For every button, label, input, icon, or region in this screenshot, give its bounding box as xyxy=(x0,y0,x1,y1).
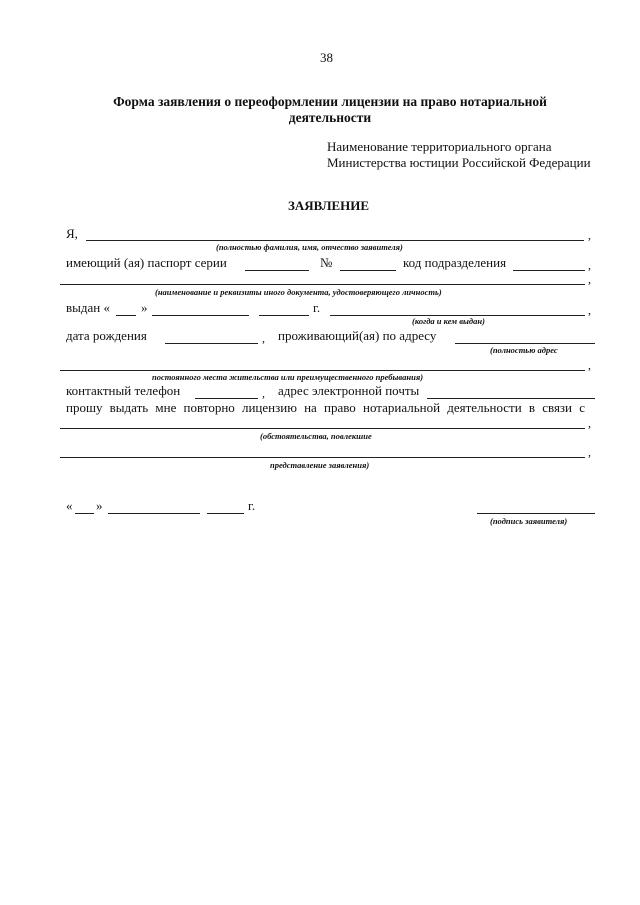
residing-address-line[interactable] xyxy=(455,343,595,344)
comma: , xyxy=(588,258,591,272)
signature-caption: (подпись заявителя) xyxy=(490,516,568,526)
address-caption-1: (полностью адрес xyxy=(490,345,558,355)
request-text: прошу выдать мне повторно лицензию на право нотариальной деятельности в связи с xyxy=(66,400,585,415)
fio-caption: (полностью фамилия, имя, отчество заявителя) xyxy=(216,242,403,252)
form-title-line1: Форма заявления о переоформлении лицензии на право нотариальной xyxy=(113,94,547,109)
comma: , xyxy=(588,272,591,286)
issued-year-line[interactable] xyxy=(259,315,309,316)
fio-field-line[interactable] xyxy=(86,240,584,241)
comma: , xyxy=(262,386,265,400)
quote-close: » xyxy=(141,300,148,315)
division-code-label: код подразделения xyxy=(403,255,507,270)
circumstances-line-1[interactable] xyxy=(60,428,585,429)
date-month-line[interactable] xyxy=(108,513,200,514)
form-title-line2: деятельности xyxy=(288,110,372,125)
email-label: адрес электронной почты xyxy=(278,383,420,398)
phone-line[interactable] xyxy=(195,398,258,399)
birth-date-line[interactable] xyxy=(165,343,258,344)
circumstances-caption-2: представление заявления) xyxy=(270,460,370,470)
date-year-suffix: г. xyxy=(248,498,256,513)
ya-label: Я, xyxy=(66,226,78,241)
circumstances-line-2[interactable] xyxy=(60,457,585,458)
document-heading: ЗАЯВЛЕНИЕ xyxy=(288,198,370,213)
other-document-caption: (наименование и реквизиты иного документа, удостоверяющего личность) xyxy=(155,287,442,297)
date-day-line[interactable] xyxy=(75,513,94,514)
comma: , xyxy=(262,331,265,345)
date-open-quote: « xyxy=(66,498,73,513)
comma: , xyxy=(588,358,591,372)
phone-label: контактный телефон xyxy=(66,383,181,398)
issued-day-line[interactable] xyxy=(116,315,136,316)
residing-label: проживающий(ая) по адресу xyxy=(278,328,437,343)
comma: , xyxy=(588,416,591,430)
comma: , xyxy=(588,303,591,317)
recipient-line1: Наименование территориального органа xyxy=(327,139,552,154)
comma: , xyxy=(588,445,591,459)
division-code-line[interactable] xyxy=(513,270,585,271)
passport-series-line[interactable] xyxy=(245,270,309,271)
date-year-line[interactable] xyxy=(207,513,244,514)
issued-label: выдан « xyxy=(66,300,110,315)
date-close-quote: » xyxy=(96,498,103,513)
address-continuation-line[interactable] xyxy=(60,370,585,371)
address-caption-2: постоянного места жительства или преимущественного пребывания) xyxy=(152,372,424,382)
recipient-line2: Министерства юстиции Российской Федерации xyxy=(327,155,591,170)
comma: , xyxy=(588,228,591,242)
email-line[interactable] xyxy=(427,398,595,399)
birth-date-label: дата рождения xyxy=(66,328,147,343)
other-document-line[interactable] xyxy=(60,284,585,285)
number-sign: № xyxy=(320,255,333,270)
circumstances-caption-1: (обстоятельства, повлекшие xyxy=(260,431,372,441)
year-suffix: г. xyxy=(313,300,321,315)
page-number: 38 xyxy=(320,50,333,65)
issued-by-caption: (когда и кем выдан) xyxy=(412,316,485,326)
signature-line[interactable] xyxy=(477,513,595,514)
issued-month-line[interactable] xyxy=(152,315,249,316)
passport-label: имеющий (ая) паспорт серии xyxy=(66,255,227,270)
passport-number-line[interactable] xyxy=(340,270,396,271)
